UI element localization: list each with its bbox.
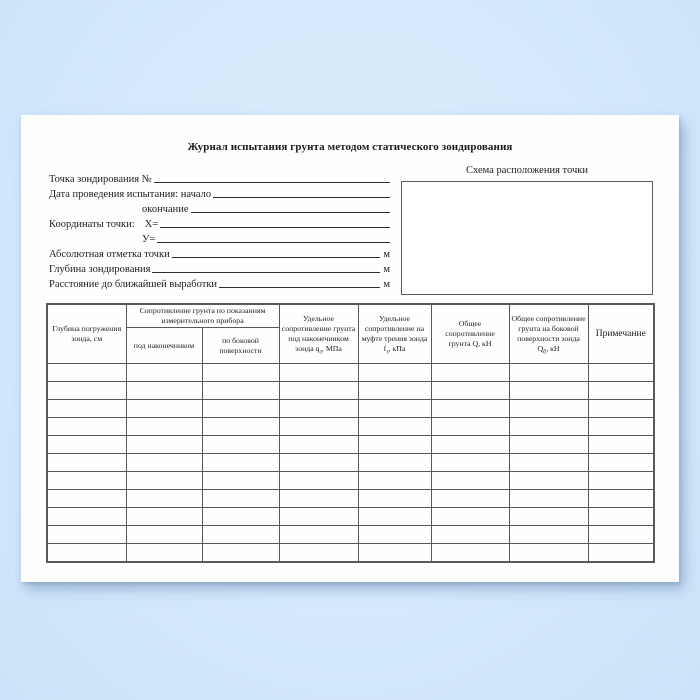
field-distance xyxy=(49,275,390,290)
schema-title: Схема расположения точки xyxy=(466,165,588,176)
field-underline xyxy=(154,182,390,183)
table-cell xyxy=(47,454,126,472)
table-cell xyxy=(126,418,202,436)
table-cell xyxy=(358,544,431,562)
table-cell xyxy=(588,544,654,562)
table-cell xyxy=(431,382,509,400)
col-header-qz xyxy=(279,304,358,364)
field-coord-y xyxy=(49,230,390,245)
field-underline xyxy=(191,212,390,213)
col-header-fz-unit: , кПа xyxy=(388,344,406,354)
col-header-depth: Глубина погружения зонда, см xyxy=(47,304,126,364)
table-cell xyxy=(431,472,509,490)
field-label: окончание xyxy=(142,204,189,215)
col-header-qb-sub: б xyxy=(543,349,547,356)
col-header-under-tip: под наконечником xyxy=(126,328,202,364)
table-cell xyxy=(279,508,358,526)
table-cell xyxy=(358,364,431,382)
table-cell xyxy=(126,526,202,544)
table-cell xyxy=(358,418,431,436)
field-underline xyxy=(152,272,380,273)
table-cell xyxy=(126,508,202,526)
table-cell xyxy=(126,436,202,454)
field-label: Точка зондирования № xyxy=(49,174,152,185)
col-header-side-surface: по боковой поверхности xyxy=(202,328,279,364)
table-cell xyxy=(509,526,588,544)
table-cell xyxy=(358,508,431,526)
table-cell xyxy=(126,382,202,400)
table-row xyxy=(47,454,654,472)
table-row xyxy=(47,436,654,454)
table-cell xyxy=(509,382,588,400)
table-cell xyxy=(126,454,202,472)
table-cell xyxy=(588,382,654,400)
table-cell xyxy=(47,382,126,400)
col-header-total-q: Общее сопротивление грунта Q, кН xyxy=(431,304,509,364)
field-underline xyxy=(172,257,381,258)
table-cell xyxy=(509,436,588,454)
field-label-x: Х= xyxy=(144,219,159,230)
table-cell xyxy=(126,364,202,382)
table-cell xyxy=(279,526,358,544)
col-header-qb xyxy=(509,304,588,364)
table-cell xyxy=(588,436,654,454)
field-date-end xyxy=(49,200,390,215)
table-cell xyxy=(358,400,431,418)
table-cell xyxy=(47,400,126,418)
table-cell xyxy=(431,364,509,382)
table-cell xyxy=(431,544,509,562)
table-cell xyxy=(279,382,358,400)
table-cell xyxy=(279,544,358,562)
field-label: Глубина зондирования xyxy=(49,264,151,275)
table-cell xyxy=(588,418,654,436)
document-sheet xyxy=(21,115,679,582)
field-point-number xyxy=(49,170,390,185)
unit-label: м xyxy=(383,249,390,260)
table-cell xyxy=(126,472,202,490)
col-header-fz-text: Удельное сопротивление на муфте трения зонда f xyxy=(361,313,428,354)
field-underline xyxy=(213,197,390,198)
table-cell xyxy=(202,454,279,472)
table-cell xyxy=(509,472,588,490)
table-cell xyxy=(588,526,654,544)
table-row xyxy=(47,508,654,526)
field-label: Дата проведения испытания: начало xyxy=(49,189,212,200)
field-label: Абсолютная отметка точки xyxy=(49,249,170,260)
field-coord-x xyxy=(49,215,390,230)
field-date-start xyxy=(49,185,390,200)
col-header-fz-sub: з xyxy=(386,349,389,356)
col-header-resistance-group: Сопротивление грунта по показаниям измерительного прибора xyxy=(126,304,279,328)
table-cell xyxy=(202,436,279,454)
table-cell xyxy=(47,364,126,382)
col-header-qb-text: Общее сопротивление грунта на боковой поверхности зонда Q xyxy=(511,313,586,354)
col-header-qz-text: Удельное сопротивление грунта под наконечником зонда q xyxy=(281,313,356,354)
table-row xyxy=(47,364,654,382)
col-header-note: Примечание xyxy=(588,304,654,364)
table-cell xyxy=(47,472,126,490)
table-cell xyxy=(202,490,279,508)
table-cell xyxy=(202,472,279,490)
schema-box xyxy=(401,181,653,295)
table-cell xyxy=(431,526,509,544)
field-abs-mark xyxy=(49,245,390,260)
table-cell xyxy=(279,400,358,418)
sounding-table xyxy=(46,303,655,563)
table-cell xyxy=(431,508,509,526)
table-cell xyxy=(126,544,202,562)
table-cell xyxy=(588,454,654,472)
table-cell xyxy=(588,490,654,508)
table-cell xyxy=(126,490,202,508)
table-cell xyxy=(358,436,431,454)
table-cell xyxy=(588,472,654,490)
table-cell xyxy=(509,508,588,526)
table-cell xyxy=(431,400,509,418)
table-header xyxy=(47,304,654,364)
table-cell xyxy=(202,400,279,418)
table-cell xyxy=(202,508,279,526)
table-cell xyxy=(279,364,358,382)
table-cell xyxy=(279,490,358,508)
table-cell xyxy=(509,418,588,436)
table-cell xyxy=(279,472,358,490)
table-row xyxy=(47,382,654,400)
table-cell xyxy=(431,490,509,508)
table-row xyxy=(47,526,654,544)
table-cell xyxy=(509,400,588,418)
field-underline xyxy=(157,242,390,243)
table-cell xyxy=(202,364,279,382)
col-header-qz-sub: з xyxy=(319,349,322,356)
table-cell xyxy=(509,490,588,508)
field-underline xyxy=(219,287,380,288)
table-row xyxy=(47,544,654,562)
unit-label: м xyxy=(383,279,390,290)
table-row xyxy=(47,472,654,490)
table-cell xyxy=(202,418,279,436)
col-header-fz xyxy=(358,304,431,364)
table-cell xyxy=(588,508,654,526)
table-cell xyxy=(588,400,654,418)
col-header-qz-unit: , МПа xyxy=(321,344,342,354)
table-cell xyxy=(202,382,279,400)
table-cell xyxy=(358,526,431,544)
table-cell xyxy=(202,526,279,544)
field-label: Координаты точки: xyxy=(49,219,135,230)
table-cell xyxy=(358,490,431,508)
field-underline xyxy=(160,227,390,228)
field-depth xyxy=(49,260,390,275)
table-row xyxy=(47,490,654,508)
table-cell xyxy=(202,544,279,562)
table-cell xyxy=(126,400,202,418)
table-cell xyxy=(509,454,588,472)
table-cell xyxy=(47,508,126,526)
field-label: Расстояние до ближайшей выработки xyxy=(49,279,218,290)
table-cell xyxy=(279,418,358,436)
table-row xyxy=(47,400,654,418)
table-row xyxy=(47,418,654,436)
table-cell xyxy=(279,454,358,472)
table-cell xyxy=(509,364,588,382)
table-cell xyxy=(509,544,588,562)
page-title: Журнал испытания грунта методом статического зондирования xyxy=(187,141,513,153)
table-cell xyxy=(358,382,431,400)
table-cell xyxy=(47,418,126,436)
table-body xyxy=(47,364,654,562)
table-cell xyxy=(431,436,509,454)
table-cell xyxy=(431,454,509,472)
table-cell xyxy=(588,364,654,382)
table-cell xyxy=(47,490,126,508)
table-cell xyxy=(279,436,358,454)
col-header-qb-unit: , кН xyxy=(546,344,560,354)
table-cell xyxy=(358,454,431,472)
field-label-y: У= xyxy=(142,234,156,245)
table-cell xyxy=(47,544,126,562)
header-fields xyxy=(49,170,390,290)
table-cell xyxy=(47,436,126,454)
unit-label: м xyxy=(383,264,390,275)
table-cell xyxy=(431,418,509,436)
table-cell xyxy=(358,472,431,490)
table-cell xyxy=(47,526,126,544)
